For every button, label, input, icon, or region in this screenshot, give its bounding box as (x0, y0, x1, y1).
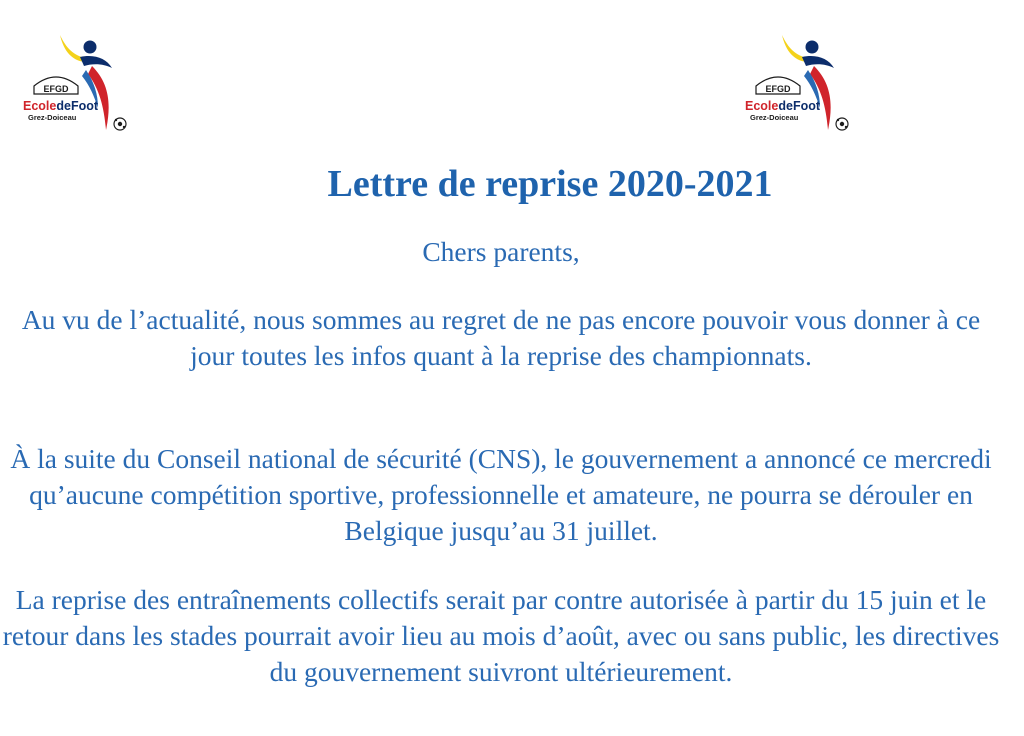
player-head-icon (806, 41, 819, 54)
player-body-swoosh-icon (80, 56, 112, 68)
logo-name-part2: deFoot (778, 99, 821, 113)
soccer-ball-icon (836, 118, 848, 130)
player-leg-swoosh-icon (88, 66, 109, 130)
logo-name-part1: Ecole (745, 99, 779, 113)
logo-badge-text: EFGD (43, 84, 69, 94)
club-logo-left (20, 30, 130, 135)
soccer-ball-icon (114, 118, 126, 130)
player-body-swoosh-icon (802, 56, 834, 68)
logo-name (23, 99, 99, 113)
efgd-logo-graphic (742, 30, 852, 135)
letter-title: Lettre de reprise 2020-2021 (327, 163, 773, 205)
logo-location: Grez-Doiceau (28, 113, 77, 122)
letter-paragraph-2: À la suite du Conseil national de sécurité (CNS), le gouvernement a annoncé ce mercredi qu’aucune compétition sportive, professionnelle et amateure, ne pourra se dérouler en Belgique jusqu’au 31 juillet. (10, 443, 992, 546)
logo-badge-text: EFGD (765, 84, 791, 94)
logo-name (745, 99, 821, 113)
letter-paragraph-1: Au vu de l’actualité, nous sommes au regret de ne pas encore pouvoir vous donner à ce jour toutes les infos quant à la reprise des championnats. (21, 304, 981, 371)
logo-name-part1: Ecole (23, 99, 57, 113)
player-leg-swoosh-icon (810, 66, 831, 130)
letter-greeting: Chers parents, (422, 236, 580, 267)
efgd-logo-graphic (20, 30, 130, 135)
player-head-icon (84, 41, 97, 54)
club-logo-right (742, 30, 852, 135)
logo-location: Grez-Doiceau (750, 113, 799, 122)
logo-name-part2: deFoot (56, 99, 99, 113)
letter-paragraph-3: La reprise des entraînements collectifs serait par contre autorisée à partir du 15 juin et le retour dans les stades pourrait avoir lieu au mois d’août, avec ou sans public, les directives du gouvernement suivront ultérieurement. (2, 584, 1000, 687)
